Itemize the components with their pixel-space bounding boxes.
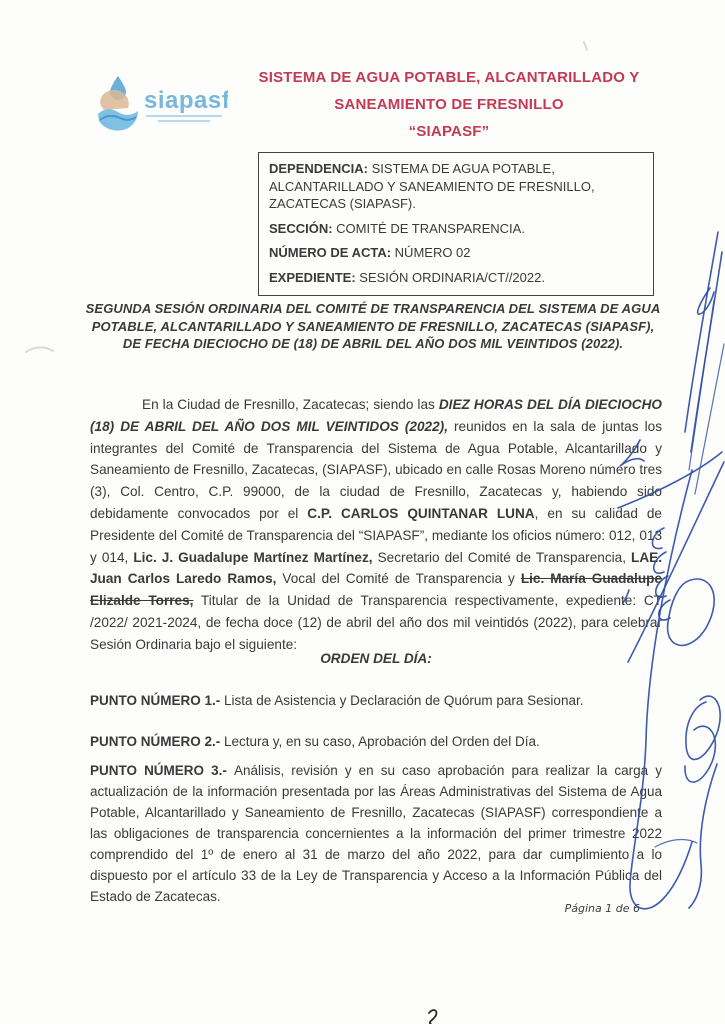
agenda-item-1: PUNTO NÚMERO 1.- Lista de Asistencia y Declaración de Quórum para Sesionar. — [90, 693, 584, 708]
document-title-line-2: SANEAMIENTO DE FRESNILLO — [334, 96, 564, 113]
document-title — [233, 64, 665, 145]
water-drop-icon — [96, 74, 228, 140]
logo-wordmark-glyphs: siapasf — [144, 87, 228, 114]
document-title-line-1: SISTEMA DE AGUA POTABLE, ALCANTARILLADO Y — [258, 69, 640, 86]
agenda-item-2: PUNTO NÚMERO 2.- Lectura y, en su caso, Aprobación del Orden del Día. — [90, 734, 540, 749]
session-heading: SEGUNDA SESIÓN ORDINARIA DEL COMITÉ DE TRANSPARENCIA DEL SISTEMA DE AGUA POTABLE, ALCANTARILLADO Y SANEAMIENTO DE FRESNILLO, ZACATECAS (SIAPASF), DE FECHA DIECIOCHO DE (18) DE ABRIL DEL AÑO DOS MIL VEINTIDOS (2022). — [85, 301, 661, 352]
margin-smudge — [26, 347, 53, 352]
agenda-item-3: PUNTO NÚMERO 3.- Análisis, revisión y en su caso aprobación para realizar la carga y actualización de la información presentada por las Áreas Administrativas del Sistema de Agua Potable, Alcantarillado y Saneamiento de Fresnillo, Zacatecas (SIAPASF) correspondiente a las obligaciones de transparencia concernientes a la información del primer trimestre 2022 comprendido del 1º de enero al 31 de marzo del año 2022, para dar cumplimiento a lo dispuesto por el artículo 33 de la Ley de Transparencia y Acceso a la Información Pública del Estado de Zacatecas. — [90, 763, 662, 904]
info-box — [258, 152, 654, 296]
info-row-expediente: EXPEDIENTE: SESIÓN ORDINARIA/CT//2022. — [269, 269, 545, 285]
orden-del-dia-heading: ORDEN DEL DÍA: — [320, 651, 432, 666]
info-row-dependencia: DEPENDENCIA: SISTEMA DE AGUA POTABLE, ALCANTARILLADO Y SANEAMIENTO DE FRESNILLO, ZACATECAS (SIAPASF). — [269, 161, 595, 211]
opening-paragraph: En la Ciudad de Fresnillo, Zacatecas; siendo las DIEZ HORAS DEL DÍA DIECIOCHO (18) DE ABRIL DEL AÑO DOS MIL VEINTIDOS (2022), reunidos en la sala de juntas los integrantes del Comité de Transparencia del Sistema de Agua Potable, Alcantarillado y Saneamiento de Fresnillo, Zacatecas, (SIAPASF), ubicado en calle Rosas Moreno número tres (3), Col. Centro, C.P. 99000, de la ciudad de Fresnillo, Zacatecas y, habiendo sido debidamente convocados por el C.P. CARLOS QUINTANAR LUNA, en su calidad de Presidente del Comité de Transparencia del “SIAPASF”, mediante los oficios número: 012, 013 y 014, Lic. J. Guadalupe Martínez Martínez, Secretario del Comité de Transparencia, LAE. Juan Carlos Laredo Ramos, Vocal del Comité de Transparencia y Lic. María Guadalupe Elizalde Torres, Titular de la Unidad de Transparencia respectivamente, expediente: CT /2022/ 2021-2024, de fecha doce (12) de abril del año dos mil veintidós (2022), para celebrar Sesión Ordinaria bajo el siguiente: — [90, 397, 662, 652]
siapasf-logo — [96, 74, 228, 140]
top-speck — [584, 42, 587, 50]
info-row-numero-de-acta: NÚMERO DE ACTA: NÚMERO 02 — [269, 245, 471, 260]
page-number: Página 1 de 6 — [564, 902, 640, 915]
info-row-seccion: SECCIÓN: COMITÉ DE TRANSPARENCIA. — [269, 220, 525, 236]
document-title-line-3: “SIAPASF” — [408, 123, 490, 140]
ink-mark-bottom — [429, 1010, 436, 1024]
logo-tagline — [146, 116, 222, 121]
